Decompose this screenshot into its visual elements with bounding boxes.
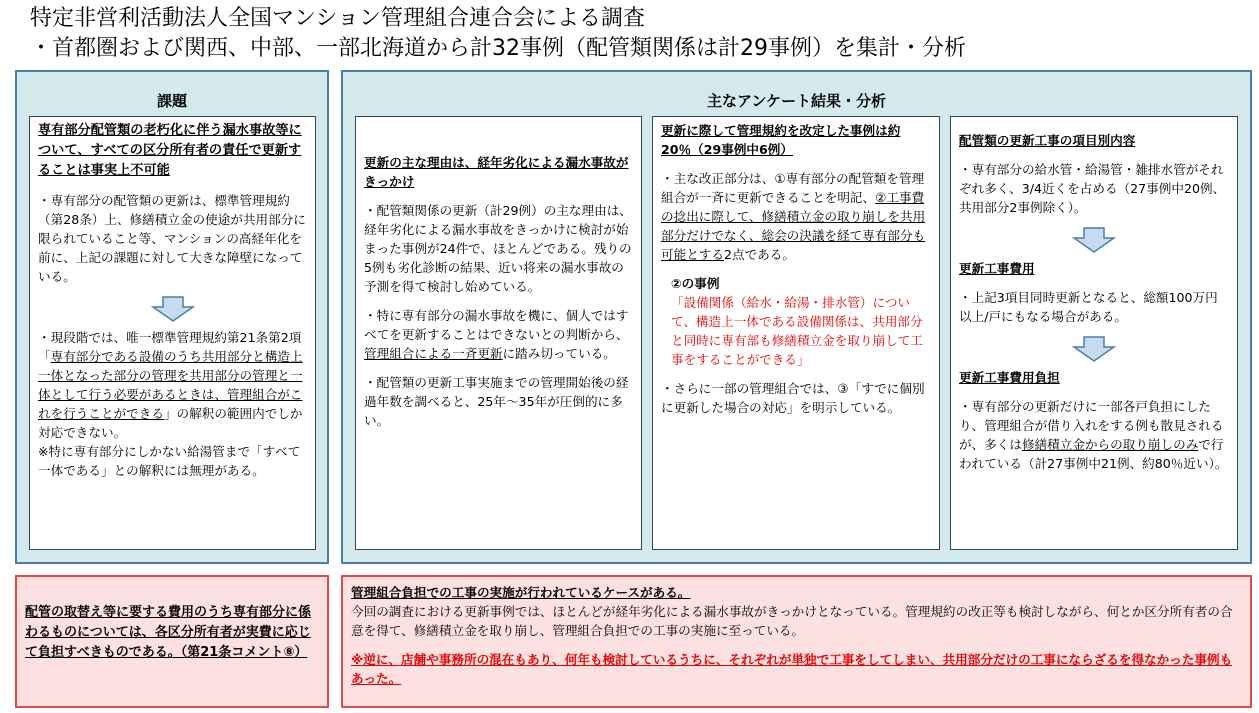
issues-para2: ・現段階では、唯一標準管理規約第21条第2項「専有部分である設備のうち共用部分と構造上一体となった部分の管理を共用部分の管理と一体として行う必要があるときは、管理組合がこれを行うことができる」の解釈の範囲内でしか対応できない。	[38, 330, 303, 440]
rule-revision-heading: 更新に際して管理規約を改定した事例は約20％（29事例中6例）	[661, 123, 901, 157]
rule-revision-para1: ・主な改正部分は、①専有部分の配管類を管理組合が一斉に更新できることを明記、②工事費の捻出に際して、修繕積立金の取り崩しを共用部分だけでなく、総会の決議を経て専有部分も可能とする2点である。	[661, 171, 926, 262]
cost-burden-heading: 更新工事費用負担	[959, 370, 1060, 385]
issues-heading: 課題	[156, 92, 187, 110]
issues-para3: ※特に専有部分にしかない給湯管まで「すべて一体である」との解釈には無理がある。	[38, 444, 301, 478]
rule-revision-box	[652, 116, 940, 550]
survey-results-panel	[341, 70, 1252, 564]
reasons-heading: 更新の主な理由は、経年劣化による漏水事故がきっかけ	[364, 155, 629, 189]
down-arrow-icon	[1072, 336, 1116, 362]
down-arrow-icon	[1072, 227, 1116, 253]
issues-box-heading: 専有部分配管類の老朽化に伴う漏水事故等について、すべての区分所有者の責任で更新することは事実上不可能	[38, 123, 302, 178]
work-items-box	[950, 116, 1238, 550]
issues-para1: ・専有部分の配管類の更新は、標準管理規約（第28条）上、修繕積立金の使途が共用部分に限られていること等、マンションの高経年化を前に、上記の課題に対して大きな障壁になっている。	[38, 193, 306, 284]
cost-rule-text: 配管の取替え等に要する費用のうち専有部分に係わるものについては、各区分所有者が実費に応じて負担すべきものである。（第21条コメント⑧）	[25, 605, 312, 660]
summary-text: 今回の調査における更新事例では、ほとんどが経年劣化による漏水事故がきっかけとなっている。管理規約の改正等も検討しながら、何とか区分所有者の合意を得て、修繕積立金を取り崩し、管理組合負担での工事の実施に至っている。	[351, 604, 1233, 638]
down-arrow-icon	[151, 296, 195, 322]
reasons-box	[355, 116, 642, 550]
cost-heading: 更新工事費用	[959, 261, 1035, 276]
work-items-heading: 配管類の更新工事の項目別内容	[959, 133, 1136, 148]
cost-burden-text: ・専有部分の更新だけに一部各戸負担にしたり、管理組合が借り入れをする例も散見されるが、多くは修繕積立金からの取り崩しのみで行われている（計27事例中21例、約80％近い）。	[959, 399, 1228, 471]
reasons-para3: ・配管類の更新工事実施までの管理開始後の経過年数を調べると、25年～35年が圧倒的に多い。	[364, 375, 629, 428]
reasons-para2: ・特に専有部分の漏水事故を機に、個人ではすべてを更新することはできないとの判断から、管理組合による一斉更新に踏み切っている。	[364, 308, 629, 361]
cost-rule-note	[15, 575, 329, 708]
issues-panel	[15, 70, 329, 564]
page-title-line2: ・首都圏および関西、中部、一部北海道から計32事例（配管類関係は計29事例）を集計・分析	[30, 36, 966, 61]
rule-revision-para2: ・さらに一部の管理組合では、③「すでに個別に更新した場合の対応」を明示している。	[661, 381, 925, 415]
issues-box	[29, 116, 316, 550]
case-text: 「設備関係（給水・給湯・排水管）について、構造上一体である設備関係は、共用部分と同時に専有部も修繕積立金を取り崩して工事をすることができる」	[671, 295, 923, 367]
summary-heading: 管理組合負担での工事の実施が行われているケースがある。	[351, 585, 691, 600]
page-title-line1: 特定非営利活動法人全国マンション管理組合連合会による調査	[30, 6, 646, 31]
reasons-para1: ・配管類関係の更新（計29例）の主な理由は、経年劣化による漏水事故をきっかけに検討が始まった事例が24件で、ほとんどである。残りの5例も劣化診断の結果、近い将来の漏水事故の予測を得て検討し始めている。	[364, 203, 632, 294]
summary-warning: ※逆に、店舗や事務所の混在もあり、何年も検討しているうちに、それぞれが単独で工事をしてしまい、共用部分だけの工事にならざるを得なかった事例もあった。	[351, 652, 1233, 686]
work-items-text: ・専有部分の給水管・給湯管・雑排水管がそれぞれ多く、3/4近くを占める（27事例中20例、共用部分2事例除く）。	[959, 162, 1226, 215]
survey-results-heading: 主なアンケート結果・分析	[706, 92, 887, 110]
summary-note	[341, 575, 1252, 708]
cost-text: ・上記3項目同時更新となると、総額100万円以上/戸にもなる場合がある。	[959, 290, 1218, 324]
case-heading: ②の事例	[671, 276, 720, 291]
